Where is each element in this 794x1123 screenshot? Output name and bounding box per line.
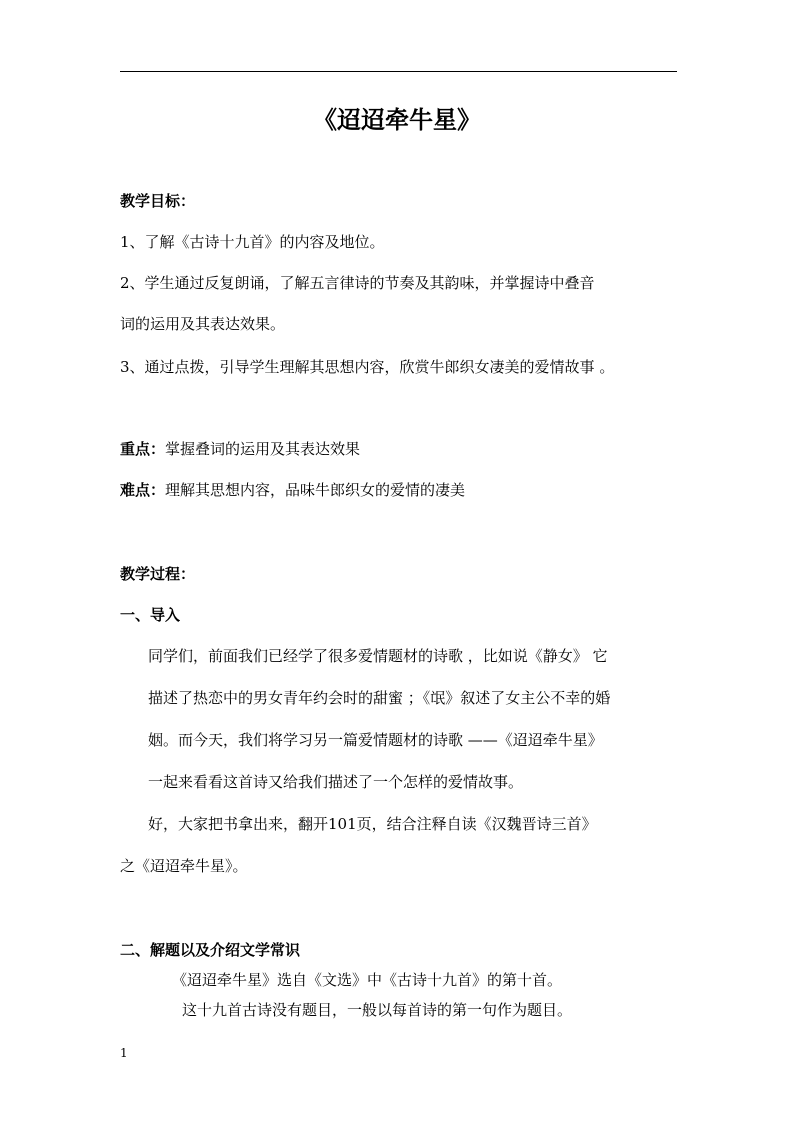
section-2-line: 这十九首古诗没有题目，一般以每首诗的第一句作为题目。 (182, 1001, 573, 1019)
difficulty-text: 理解其思想内容，品味牛郎织女的爱情的凄美 (165, 481, 466, 499)
page-number: 1 (120, 1046, 128, 1060)
objective-item-3: 3、通过点拨，引导学生理解其思想内容，欣赏牛郎织女凄美的爱情故事 。 (120, 358, 615, 376)
intro-paragraph-line: 描述了热恋中的男女青年约会时的甜蜜 ；《氓》叙述了女主公不幸的婚 (148, 689, 611, 707)
objective-item-2: 2、学生通过反复朗诵，了解五言律诗的节奏及其韵味，并掌握诗中叠音 (120, 274, 595, 292)
key-point (120, 439, 360, 459)
difficulty-label: 难点： (120, 481, 166, 499)
section-1-heading: 一、导入 (120, 606, 181, 624)
intro-paragraph-line: 姻。而今天，我们将学习另一篇爱情题材的诗歌 ——《迢迢牵牛星》 (148, 731, 603, 749)
objective-item-1: 1、了解《古诗十九首》的内容及地位。 (120, 233, 385, 251)
section-2-line: 《迢迢牵牛星》选自《文选》中《古诗十九首》的第十首。 (172, 971, 563, 989)
objective-item-2-continued: 词的运用及其表达效果。 (120, 315, 286, 333)
section-2-heading: 二、解题以及介绍文学常识 (120, 941, 301, 959)
intro-paragraph-line: 之《迢迢牵牛星》。 (120, 857, 248, 875)
process-heading: 教学过程： (120, 565, 196, 583)
key-point-label: 重点： (120, 440, 166, 458)
intro-paragraph-line: 一起来看看这首诗又给我们描述了一个怎样的爱情故事。 (148, 773, 524, 791)
difficulty-point (120, 480, 465, 500)
objectives-heading: 教学目标： (120, 192, 196, 210)
intro-paragraph-line: 同学们，前面我们已经学了很多爱情题材的诗歌 ，比如说《静女》 它 (148, 647, 608, 665)
key-point-text: 掌握叠词的运用及其表达效果 (165, 440, 361, 458)
page-title: 《迢迢牵牛星》 (313, 106, 481, 134)
header-rule (120, 71, 677, 72)
intro-paragraph-line: 好，大家把书拿出来，翻开101页，结合注释自读《汉魏晋诗三首》 (148, 815, 597, 833)
